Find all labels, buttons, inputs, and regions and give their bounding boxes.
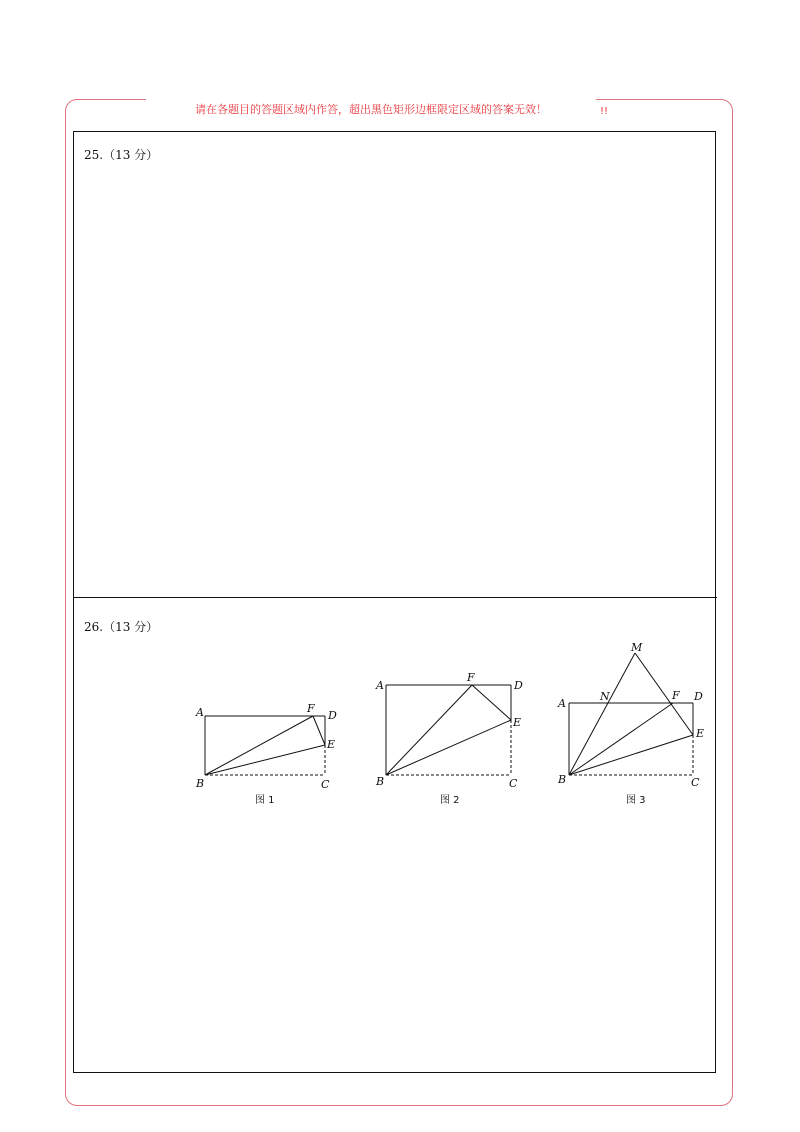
fig2-label-E: E — [513, 716, 522, 729]
fig2-label-D: D — [514, 679, 523, 692]
answer-area-warning: 请在各题目的答题区域内作答，超出黑色矩形边框限定区域的答案无效！ — [146, 97, 596, 123]
fig1-label-E: E — [327, 738, 336, 751]
fig3-label-C: C — [691, 776, 700, 789]
fig2-label-C: C — [509, 777, 518, 790]
fig3-label-M: M — [631, 641, 643, 654]
fig1-label-C: C — [321, 778, 330, 791]
fig3-label-B: B — [558, 773, 567, 786]
fig2-caption: 图 2 — [440, 795, 460, 806]
warning-tail: !! — [600, 106, 609, 117]
fig3-label-N: N — [600, 690, 610, 703]
figure-2 — [386, 685, 511, 775]
fig1-caption: 图 1 — [255, 795, 275, 806]
fig3-caption: 图 3 — [626, 795, 646, 806]
fig3-label-D: D — [694, 690, 703, 703]
figure-3 — [569, 653, 693, 775]
fig3-label-F: F — [672, 689, 680, 702]
fig1-label-F: F — [307, 702, 315, 715]
fig2-label-F: F — [467, 671, 475, 684]
figure-1 — [205, 716, 325, 775]
fig2-label-A: A — [376, 679, 384, 692]
fig2-label-B: B — [376, 775, 385, 788]
fig3-label-E: E — [696, 727, 705, 740]
question-25-label: 25.（13 分） — [84, 148, 159, 162]
fig1-label-B: B — [196, 777, 205, 790]
fig1-label-A: A — [196, 706, 204, 719]
fig3-label-A: A — [558, 697, 566, 710]
fig1-label-D: D — [328, 709, 337, 722]
question-26-label: 26.（13 分） — [84, 620, 159, 634]
